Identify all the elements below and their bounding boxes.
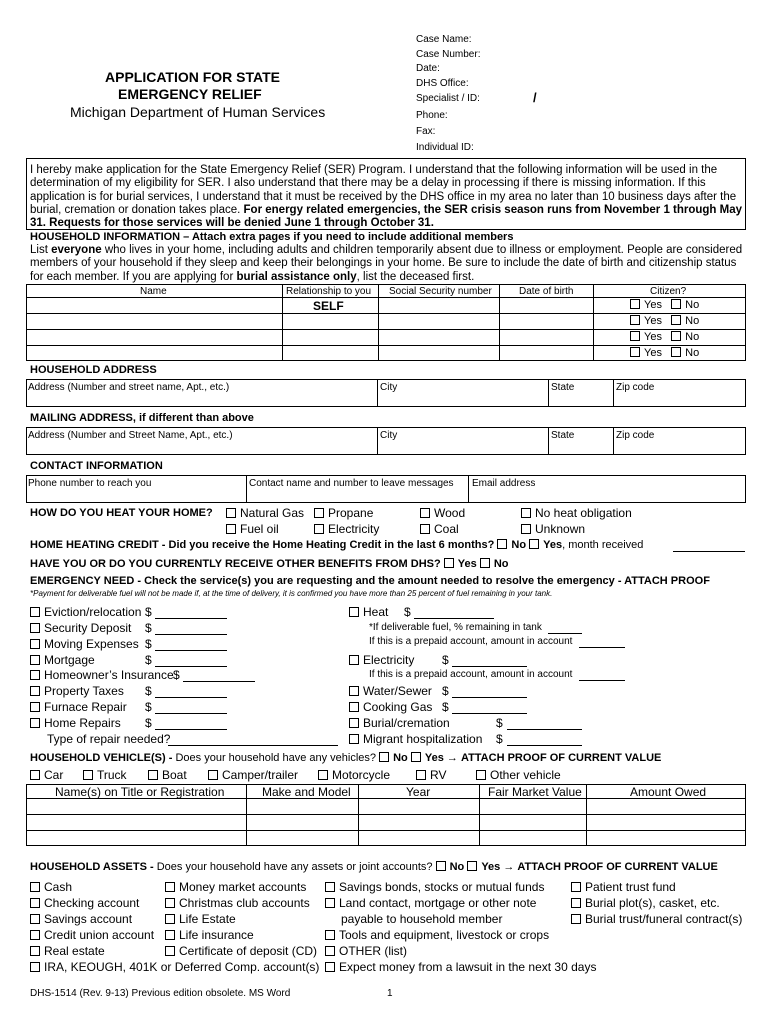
property-taxes-amount[interactable] (155, 697, 227, 698)
need-homeowners-insurance[interactable]: Homeowner’s Insurance (30, 668, 174, 682)
checkbox[interactable] (325, 898, 335, 908)
asset-tools-equipment[interactable]: Tools and equipment, livestock or crops (325, 928, 549, 942)
checkbox[interactable] (30, 670, 40, 680)
vehicles-question: HOUSEHOLD VEHICLE(S) - Does your household have any vehicles? No Yes → ATTACH PROOF OF CURRENT VALUE (30, 752, 662, 764)
asset-cd[interactable]: Certificate of deposit (CD) (165, 944, 317, 958)
assets-question: HOUSEHOLD ASSETS - Does your household have any assets or joint accounts? No Yes → ATTACH PROOF OF CURRENT VALUE (30, 861, 718, 873)
dollar-sign: $ (442, 684, 449, 698)
self-label: SELF (313, 299, 344, 313)
asset-land-contract-cont: payable to household member (341, 912, 503, 926)
asset-checking[interactable]: Checking account (30, 896, 139, 910)
checkbox[interactable] (165, 930, 175, 940)
checkbox[interactable] (30, 962, 40, 972)
page-number: 1 (387, 988, 393, 999)
household-address-heading: HOUSEHOLD ADDRESS (30, 364, 157, 376)
citizen-yes-checkbox[interactable] (630, 299, 640, 309)
household-info-heading: HOUSEHOLD INFORMATION – Attach extra pages if you need to include additional members (30, 231, 514, 243)
vehicle-other[interactable]: Other vehicle (476, 768, 561, 782)
need-water-sewer[interactable]: Water/Sewer (349, 684, 432, 698)
heat-unknown[interactable]: Unknown (521, 522, 585, 536)
checkbox[interactable] (318, 770, 328, 780)
contact-info-heading: CONTACT INFORMATION (30, 460, 163, 472)
vehicles-no-checkbox[interactable] (379, 752, 389, 762)
need-property-taxes[interactable]: Property Taxes (30, 684, 124, 698)
city-label: City (380, 382, 398, 393)
citizen-no-checkbox[interactable] (671, 315, 681, 325)
dollar-sign: $ (145, 605, 152, 619)
eviction-amount[interactable] (155, 618, 227, 619)
checkbox[interactable] (83, 770, 93, 780)
asset-patient-trust[interactable]: Patient trust fund (571, 880, 676, 894)
arrow-icon: → (446, 752, 458, 764)
checkbox[interactable] (571, 898, 581, 908)
electricity-amount[interactable] (452, 666, 527, 667)
state-label: State (551, 382, 575, 393)
benefits-no-checkbox[interactable] (480, 558, 490, 568)
assets-no-checkbox[interactable] (436, 861, 446, 871)
vehicle-motorcycle[interactable]: Motorcycle (318, 768, 390, 782)
dollar-sign: $ (173, 668, 180, 682)
checkbox[interactable] (571, 914, 581, 924)
checkbox[interactable] (30, 655, 40, 665)
mailing-address-label: Address (Number and Street Name, Apt., etc.) (28, 430, 233, 441)
need-cooking-gas[interactable]: Cooking Gas (349, 700, 432, 714)
asset-life-estate[interactable]: Life Estate (165, 912, 236, 926)
checkbox[interactable] (30, 914, 40, 924)
checkbox[interactable] (30, 946, 40, 956)
checkbox[interactable] (208, 770, 218, 780)
citizen-row3: Yes No (630, 331, 699, 343)
vehicle-col-value: Fair Market Value (488, 785, 582, 799)
fax-label: Fax: (416, 126, 436, 137)
burial-amount[interactable] (507, 729, 582, 730)
moving-expenses-amount[interactable] (155, 650, 227, 651)
household-instructions: List everyone who lives in your home, including adults and children temporarily absent due to illness or employment. People are considered members of your household if they sleep and keep their belongings in your home. Be sure to include the date of birth and citizenship status for each member. If you are applying for burial assistance only, list the deceased first. (30, 244, 743, 283)
dollar-sign: $ (145, 637, 152, 651)
checkbox[interactable] (416, 770, 426, 780)
need-security-deposit[interactable]: Security Deposit (30, 621, 131, 635)
need-moving-expenses[interactable]: Moving Expenses (30, 637, 139, 651)
heat-electricity[interactable]: Electricity (314, 522, 379, 536)
repair-type-field[interactable] (168, 745, 338, 746)
checkbox[interactable] (165, 946, 175, 956)
col-ssn-header: Social Security number (389, 286, 492, 297)
dollar-sign: $ (496, 732, 503, 746)
prepaid-heat-field[interactable] (579, 647, 625, 648)
asset-credit-union[interactable]: Credit union account (30, 928, 154, 942)
asset-land-contract[interactable]: Land contact, mortgage or other note (325, 896, 536, 910)
checkbox[interactable] (30, 607, 40, 617)
asset-money-market[interactable]: Money market accounts (165, 880, 306, 894)
insurance-amount[interactable] (183, 681, 255, 682)
checkbox[interactable] (521, 508, 531, 518)
need-electricity[interactable]: Electricity (349, 653, 414, 667)
home-heating-credit-row: HOME HEATING CREDIT - Did you receive the Home Heating Credit in the last 6 months? No Yes, month received (30, 539, 644, 551)
credit-no-checkbox[interactable] (497, 539, 507, 549)
citizen-row1: Yes No (630, 299, 699, 311)
contact-phone-label: Phone number to reach you (28, 478, 152, 489)
citizen-yes-checkbox[interactable] (630, 331, 640, 341)
dollar-sign: $ (442, 653, 449, 667)
vehicles-yes-checkbox[interactable] (411, 752, 421, 762)
asset-christmas-club[interactable]: Christmas club accounts (165, 896, 310, 910)
checkbox[interactable] (325, 962, 335, 972)
checkbox[interactable] (30, 686, 40, 696)
citizen-yes-checkbox[interactable] (630, 347, 640, 357)
individual-id-label: Individual ID: (416, 142, 474, 153)
col-name-header: Name (140, 286, 167, 297)
dollar-sign: $ (145, 700, 152, 714)
dollar-sign: $ (145, 684, 152, 698)
asset-life-insurance[interactable]: Life insurance (165, 928, 254, 942)
form-id: DHS-1514 (Rev. 9-13) Previous edition obsolete. MS Word (30, 988, 291, 999)
checkbox[interactable] (165, 898, 175, 908)
mailing-state-label: State (551, 430, 575, 441)
citizen-no-checkbox[interactable] (671, 331, 681, 341)
phone-label: Phone: (416, 110, 448, 121)
contact-email-label: Email address (472, 478, 536, 489)
emergency-need-heading: EMERGENCY NEED - Check the service(s) you are requesting and the amount needed to resolve the emergency - ATTACH PROOF (30, 575, 710, 587)
need-furnace-repair[interactable]: Furnace Repair (30, 700, 127, 714)
prepaid-electric-label: If this is a prepaid account, amount in account (369, 669, 573, 680)
vehicle-col-make: Make and Model (262, 785, 351, 799)
heat-natural-gas[interactable]: Natural Gas (226, 506, 304, 520)
prepaid-heat-label: If this is a prepaid account, amount in account (369, 636, 573, 647)
checkbox[interactable] (30, 930, 40, 940)
col-dob-header: Date of birth (519, 286, 574, 297)
checkbox[interactable] (30, 882, 40, 892)
prepaid-electric-field[interactable] (579, 680, 625, 681)
form-title-line2: EMERGENCY RELIEF (118, 86, 262, 102)
checkbox[interactable] (571, 882, 581, 892)
heat-propane[interactable]: Propane (314, 506, 373, 520)
dollar-sign: $ (496, 716, 503, 730)
address-label: Address (Number and street name, Apt., etc.) (28, 382, 230, 393)
checkbox[interactable] (30, 623, 40, 633)
month-received-field[interactable] (673, 551, 745, 552)
checkbox[interactable] (30, 718, 40, 728)
arrow-icon: → (503, 861, 515, 873)
heat-wood[interactable]: Wood (420, 506, 465, 520)
vehicle-col-year: Year (406, 785, 431, 799)
vehicle-car[interactable]: Car (30, 768, 63, 782)
water-sewer-amount[interactable] (452, 697, 527, 698)
need-migrant[interactable]: Migrant hospitalization (349, 732, 482, 746)
checkbox[interactable] (148, 770, 158, 780)
benefits-yes-checkbox[interactable] (444, 558, 454, 568)
col-citizen-header: Citizen? (650, 286, 687, 297)
col-relationship-header: Relationship to you (286, 286, 372, 297)
checkbox[interactable] (226, 524, 236, 534)
checkbox[interactable] (349, 734, 359, 744)
form-title-line1: APPLICATION FOR STATE (105, 69, 280, 85)
fuel-remaining-field[interactable] (548, 633, 582, 634)
checkbox[interactable] (226, 508, 236, 518)
asset-lawsuit[interactable]: Expect money from a lawsuit in the next 30 days (325, 960, 596, 974)
specialist-slash: / (533, 90, 537, 105)
checkbox[interactable] (30, 770, 40, 780)
vehicle-col-name: Name(s) on Title or Registration (55, 785, 225, 799)
fuel-remaining-label: *If deliverable fuel, % remaining in tank (369, 622, 542, 633)
asset-cash[interactable]: Cash (30, 880, 72, 894)
checkbox[interactable] (349, 686, 359, 696)
dollar-sign: $ (145, 653, 152, 667)
need-home-repairs[interactable]: Home Repairs (30, 716, 121, 730)
security-deposit-amount[interactable] (155, 634, 227, 635)
checkbox[interactable] (314, 508, 324, 518)
mailing-address-heading: MAILING ADDRESS, if different than above (30, 412, 254, 424)
fuel-payment-note: *Payment for deliverable fuel will not be made if, at the time of delivery, it is confirmed you have more than 25 percent of fuel remaining in your tank. (30, 589, 553, 598)
need-burial[interactable]: Burial/cremation (349, 716, 450, 730)
vehicle-truck[interactable]: Truck (83, 768, 127, 782)
need-eviction[interactable]: Eviction/relocation (30, 605, 141, 619)
citizen-no-checkbox[interactable] (671, 347, 681, 357)
checkbox[interactable] (165, 914, 175, 924)
checkbox[interactable] (325, 882, 335, 892)
need-heat[interactable]: Heat (349, 605, 388, 619)
checkbox[interactable] (314, 524, 324, 534)
checkbox[interactable] (165, 882, 175, 892)
mortgage-amount[interactable] (155, 666, 227, 667)
heat-amount[interactable] (414, 618, 494, 619)
contact-name-label: Contact name and number to leave messages (249, 478, 454, 489)
checkbox[interactable] (521, 524, 531, 534)
asset-real-estate[interactable]: Real estate (30, 944, 105, 958)
vehicle-camper[interactable]: Camper/trailer (208, 768, 298, 782)
citizen-row4: Yes No (630, 347, 699, 359)
asset-other[interactable]: OTHER (list) (325, 944, 407, 958)
checkbox[interactable] (349, 655, 359, 665)
checkbox[interactable] (325, 946, 335, 956)
citizen-row2: Yes No (630, 315, 699, 327)
case-number-label: Case Number: (416, 49, 481, 60)
mailing-zip-label: Zip code (616, 430, 655, 441)
zip-label: Zip code (616, 382, 655, 393)
intro-paragraph: I hereby make application for the State Emergency Relief (SER) Program. I understand that the following information will be used in the determination of my eligibility for SER. I also understand that there may be a delay in processing if there is missing information. If this application is for burial services, I understand that it must be received by the DHS office in my area no later than 10 business days after the burial, cremation or donation takes place. For energy related emergencies, the SER crisis season runs from November 1 through May 31. Requests for those services will be denied June 1 through October 31. (30, 164, 743, 230)
checkbox[interactable] (420, 524, 430, 534)
case-name-label: Case Name: (416, 34, 472, 45)
department-name: Michigan Department of Human Services (70, 104, 326, 120)
assets-yes-checkbox[interactable] (467, 861, 477, 871)
vehicle-rv[interactable]: RV (416, 768, 446, 782)
asset-burial-trust[interactable]: Burial trust/funeral contract(s) (571, 912, 742, 926)
vehicle-col-owed: Amount Owed (630, 785, 707, 799)
checkbox[interactable] (325, 930, 335, 940)
heat-question: HOW DO YOU HEAT YOUR HOME? (30, 507, 213, 519)
cooking-gas-amount[interactable] (452, 713, 527, 714)
checkbox[interactable] (349, 718, 359, 728)
checkbox[interactable] (30, 639, 40, 649)
repair-type-label: Type of repair needed? (47, 732, 171, 746)
citizen-no-checkbox[interactable] (671, 299, 681, 309)
checkbox[interactable] (30, 898, 40, 908)
asset-savings[interactable]: Savings account (30, 912, 132, 926)
vehicle-boat[interactable]: Boat (148, 768, 187, 782)
dollar-sign: $ (442, 700, 449, 714)
heat-no-obligation[interactable]: No heat obligation (521, 506, 632, 520)
checkbox[interactable] (349, 702, 359, 712)
checkbox[interactable] (420, 508, 430, 518)
mailing-city-label: City (380, 430, 398, 441)
credit-yes-checkbox[interactable] (529, 539, 539, 549)
checkbox[interactable] (30, 702, 40, 712)
other-benefits-row: HAVE YOU OR DO YOU CURRENTLY RECEIVE OTHER BENEFITS FROM DHS? Yes No (30, 558, 509, 570)
dhs-office-label: DHS Office: (416, 78, 469, 89)
heat-coal[interactable]: Coal (420, 522, 459, 536)
checkbox[interactable] (476, 770, 486, 780)
migrant-amount[interactable] (507, 745, 582, 746)
dollar-sign: $ (404, 605, 411, 619)
need-mortgage[interactable]: Mortgage (30, 653, 95, 667)
specialist-id-label: Specialist / ID: (416, 93, 480, 104)
asset-ira[interactable]: IRA, KEOUGH, 401K or Deferred Comp. account(s) (30, 960, 319, 974)
citizen-yes-checkbox[interactable] (630, 315, 640, 325)
checkbox[interactable] (349, 607, 359, 617)
date-label: Date: (416, 63, 440, 74)
furnace-repair-amount[interactable] (155, 713, 227, 714)
asset-savings-bonds[interactable]: Savings bonds, stocks or mutual funds (325, 880, 544, 894)
home-repairs-amount[interactable] (155, 729, 227, 730)
heat-fuel-oil[interactable]: Fuel oil (226, 522, 279, 536)
dollar-sign: $ (145, 716, 152, 730)
asset-burial-plot[interactable]: Burial plot(s), casket, etc. (571, 896, 720, 910)
dollar-sign: $ (145, 621, 152, 635)
